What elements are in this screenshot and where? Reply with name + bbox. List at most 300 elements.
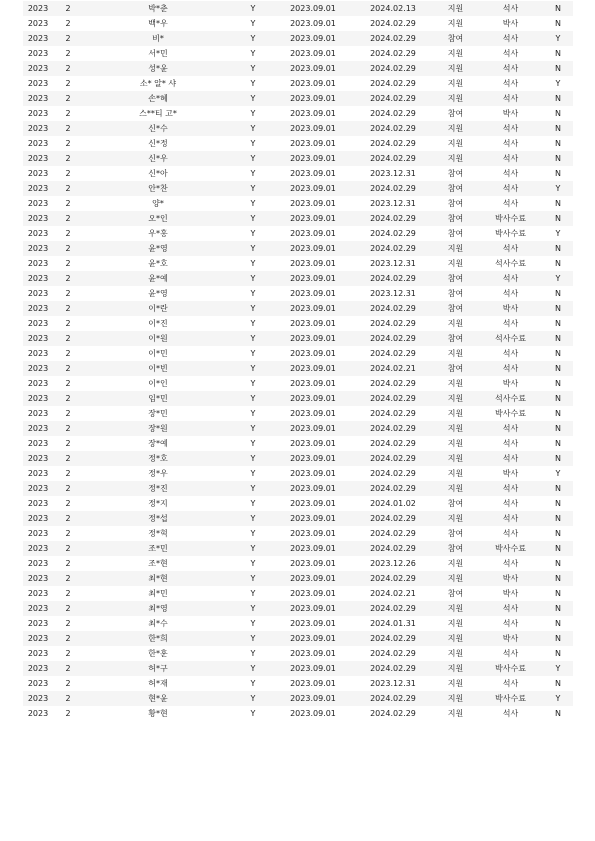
table-row	[23, 181, 573, 196]
start-date-cell: 2023.09.01	[273, 166, 353, 181]
flag-cell: Y	[233, 391, 273, 406]
term-cell: 2	[53, 406, 83, 421]
term-cell: 2	[53, 256, 83, 271]
type-cell: 지원	[433, 571, 478, 586]
flag-cell: Y	[233, 196, 273, 211]
table-row	[23, 256, 573, 271]
year-cell: 2023	[23, 616, 53, 631]
table-row	[23, 661, 573, 676]
type-cell: 지원	[433, 421, 478, 436]
start-date-cell: 2023.09.01	[273, 31, 353, 46]
flag-cell: Y	[233, 286, 273, 301]
term-cell: 2	[53, 511, 83, 526]
yn-cell: N	[543, 481, 573, 496]
year-cell: 2023	[23, 256, 53, 271]
table-row	[23, 241, 573, 256]
table-row	[23, 16, 573, 31]
yn-cell: N	[543, 361, 573, 376]
type-cell: 지원	[433, 346, 478, 361]
flag-cell: Y	[233, 166, 273, 181]
type-cell: 참여	[433, 496, 478, 511]
degree-cell: 석사	[478, 316, 543, 331]
type-cell: 지원	[433, 316, 478, 331]
term-cell: 2	[53, 646, 83, 661]
year-cell: 2023	[23, 436, 53, 451]
name-cell: 양*	[83, 196, 233, 211]
yn-cell: N	[543, 241, 573, 256]
table-row	[23, 331, 573, 346]
degree-cell: 석사	[478, 166, 543, 181]
year-cell: 2023	[23, 46, 53, 61]
term-cell: 2	[53, 631, 83, 646]
table-row	[23, 106, 573, 121]
term-cell: 2	[53, 346, 83, 361]
term-cell: 2	[53, 436, 83, 451]
degree-cell: 박사	[478, 301, 543, 316]
term-cell: 2	[53, 181, 83, 196]
year-cell: 2023	[23, 166, 53, 181]
name-cell: 비*	[83, 31, 233, 46]
table-row	[23, 466, 573, 481]
type-cell: 참여	[433, 196, 478, 211]
degree-cell: 석사	[478, 1, 543, 16]
table-row	[23, 556, 573, 571]
degree-cell: 박사수료	[478, 541, 543, 556]
start-date-cell: 2023.09.01	[273, 481, 353, 496]
term-cell: 2	[53, 496, 83, 511]
type-cell: 참여	[433, 541, 478, 556]
start-date-cell: 2023.09.01	[273, 76, 353, 91]
start-date-cell: 2023.09.01	[273, 706, 353, 721]
degree-cell: 석사	[478, 196, 543, 211]
flag-cell: Y	[233, 691, 273, 706]
table-row	[23, 511, 573, 526]
name-cell: 이*인	[83, 376, 233, 391]
term-cell: 2	[53, 151, 83, 166]
year-cell: 2023	[23, 556, 53, 571]
end-date-cell: 2024.02.29	[353, 376, 433, 391]
degree-cell: 석사	[478, 451, 543, 466]
flag-cell: Y	[233, 16, 273, 31]
start-date-cell: 2023.09.01	[273, 331, 353, 346]
yn-cell: N	[543, 256, 573, 271]
start-date-cell: 2023.09.01	[273, 61, 353, 76]
type-cell: 지원	[433, 466, 478, 481]
name-cell: 이*빈	[83, 361, 233, 376]
yn-cell: N	[543, 421, 573, 436]
degree-cell: 석사	[478, 286, 543, 301]
yn-cell: N	[543, 166, 573, 181]
type-cell: 지원	[433, 61, 478, 76]
term-cell: 2	[53, 226, 83, 241]
start-date-cell: 2023.09.01	[273, 316, 353, 331]
yn-cell: N	[543, 46, 573, 61]
type-cell: 지원	[433, 616, 478, 631]
term-cell: 2	[53, 166, 83, 181]
flag-cell: Y	[233, 571, 273, 586]
end-date-cell: 2024.02.21	[353, 361, 433, 376]
yn-cell: N	[543, 1, 573, 16]
start-date-cell: 2023.09.01	[273, 466, 353, 481]
degree-cell: 석사수료	[478, 391, 543, 406]
year-cell: 2023	[23, 16, 53, 31]
yn-cell: N	[543, 496, 573, 511]
flag-cell: Y	[233, 46, 273, 61]
name-cell: 신*수	[83, 121, 233, 136]
flag-cell: Y	[233, 256, 273, 271]
start-date-cell: 2023.09.01	[273, 676, 353, 691]
degree-cell: 박사수료	[478, 226, 543, 241]
yn-cell: N	[543, 601, 573, 616]
year-cell: 2023	[23, 421, 53, 436]
flag-cell: Y	[233, 676, 273, 691]
degree-cell: 석사	[478, 241, 543, 256]
degree-cell: 석사	[478, 496, 543, 511]
yn-cell: N	[543, 286, 573, 301]
flag-cell: Y	[233, 136, 273, 151]
end-date-cell: 2024.02.29	[353, 631, 433, 646]
start-date-cell: 2023.09.01	[273, 226, 353, 241]
type-cell: 참여	[433, 31, 478, 46]
table-row	[23, 271, 573, 286]
type-cell: 참여	[433, 226, 478, 241]
start-date-cell: 2023.09.01	[273, 196, 353, 211]
end-date-cell: 2024.02.29	[353, 481, 433, 496]
end-date-cell: 2024.02.29	[353, 541, 433, 556]
term-cell: 2	[53, 16, 83, 31]
yn-cell: Y	[543, 691, 573, 706]
name-cell: 최*영	[83, 601, 233, 616]
term-cell: 2	[53, 361, 83, 376]
name-cell: 윤*영	[83, 241, 233, 256]
flag-cell: Y	[233, 301, 273, 316]
end-date-cell: 2024.02.29	[353, 451, 433, 466]
year-cell: 2023	[23, 76, 53, 91]
start-date-cell: 2023.09.01	[273, 406, 353, 421]
name-cell: 서*민	[83, 46, 233, 61]
degree-cell: 박사	[478, 376, 543, 391]
table-row	[23, 421, 573, 436]
yn-cell: N	[543, 316, 573, 331]
yn-cell: N	[543, 211, 573, 226]
year-cell: 2023	[23, 601, 53, 616]
end-date-cell: 2024.02.29	[353, 61, 433, 76]
type-cell: 지원	[433, 46, 478, 61]
end-date-cell: 2024.02.29	[353, 241, 433, 256]
start-date-cell: 2023.09.01	[273, 106, 353, 121]
start-date-cell: 2023.09.01	[273, 361, 353, 376]
year-cell: 2023	[23, 361, 53, 376]
name-cell: 박*춘	[83, 1, 233, 16]
term-cell: 2	[53, 586, 83, 601]
yn-cell: Y	[543, 31, 573, 46]
flag-cell: Y	[233, 466, 273, 481]
yn-cell: N	[543, 391, 573, 406]
yn-cell: Y	[543, 181, 573, 196]
degree-cell: 석사	[478, 271, 543, 286]
degree-cell: 석사	[478, 481, 543, 496]
name-cell: 최*수	[83, 616, 233, 631]
term-cell: 2	[53, 376, 83, 391]
name-cell: 이*란	[83, 301, 233, 316]
year-cell: 2023	[23, 31, 53, 46]
yn-cell: Y	[543, 226, 573, 241]
yn-cell: N	[543, 436, 573, 451]
degree-cell: 석사	[478, 76, 543, 91]
start-date-cell: 2023.09.01	[273, 46, 353, 61]
type-cell: 참여	[433, 211, 478, 226]
table-row	[23, 316, 573, 331]
end-date-cell: 2023.12.31	[353, 196, 433, 211]
term-cell: 2	[53, 271, 83, 286]
year-cell: 2023	[23, 1, 53, 16]
table-row	[23, 451, 573, 466]
table-row	[23, 676, 573, 691]
flag-cell: Y	[233, 706, 273, 721]
year-cell: 2023	[23, 376, 53, 391]
year-cell: 2023	[23, 91, 53, 106]
start-date-cell: 2023.09.01	[273, 631, 353, 646]
year-cell: 2023	[23, 481, 53, 496]
term-cell: 2	[53, 31, 83, 46]
yn-cell: N	[543, 61, 573, 76]
type-cell: 참여	[433, 181, 478, 196]
year-cell: 2023	[23, 331, 53, 346]
year-cell: 2023	[23, 61, 53, 76]
start-date-cell: 2023.09.01	[273, 646, 353, 661]
start-date-cell: 2023.09.01	[273, 16, 353, 31]
end-date-cell: 2024.02.29	[353, 511, 433, 526]
degree-cell: 석사수료	[478, 331, 543, 346]
yn-cell: N	[543, 151, 573, 166]
term-cell: 2	[53, 136, 83, 151]
term-cell: 2	[53, 196, 83, 211]
type-cell: 지원	[433, 436, 478, 451]
name-cell: 오*인	[83, 211, 233, 226]
table-row	[23, 121, 573, 136]
end-date-cell: 2024.02.29	[353, 661, 433, 676]
degree-cell: 석사	[478, 526, 543, 541]
table-row	[23, 91, 573, 106]
degree-cell: 석사	[478, 511, 543, 526]
end-date-cell: 2024.01.02	[353, 496, 433, 511]
type-cell: 지원	[433, 76, 478, 91]
start-date-cell: 2023.09.01	[273, 526, 353, 541]
flag-cell: Y	[233, 661, 273, 676]
end-date-cell: 2023.12.31	[353, 286, 433, 301]
start-date-cell: 2023.09.01	[273, 556, 353, 571]
start-date-cell: 2023.09.01	[273, 241, 353, 256]
term-cell: 2	[53, 556, 83, 571]
flag-cell: Y	[233, 91, 273, 106]
start-date-cell: 2023.09.01	[273, 496, 353, 511]
yn-cell: N	[543, 526, 573, 541]
table-row	[23, 481, 573, 496]
yn-cell: Y	[543, 271, 573, 286]
flag-cell: Y	[233, 151, 273, 166]
end-date-cell: 2024.02.29	[353, 136, 433, 151]
table-row	[23, 211, 573, 226]
degree-cell: 석사	[478, 706, 543, 721]
name-cell: 황*현	[83, 706, 233, 721]
term-cell: 2	[53, 61, 83, 76]
table-row	[23, 601, 573, 616]
term-cell: 2	[53, 91, 83, 106]
table-row	[23, 46, 573, 61]
type-cell: 지원	[433, 661, 478, 676]
term-cell: 2	[53, 286, 83, 301]
flag-cell: Y	[233, 121, 273, 136]
name-cell: 정*우	[83, 466, 233, 481]
name-cell: 정*지	[83, 496, 233, 511]
end-date-cell: 2024.02.29	[353, 436, 433, 451]
table-row	[23, 376, 573, 391]
name-cell: 이*원	[83, 331, 233, 346]
name-cell: 손*혜	[83, 91, 233, 106]
yn-cell: N	[543, 556, 573, 571]
yn-cell: Y	[543, 76, 573, 91]
name-cell: 최*현	[83, 571, 233, 586]
type-cell: 지원	[433, 556, 478, 571]
start-date-cell: 2023.09.01	[273, 121, 353, 136]
start-date-cell: 2023.09.01	[273, 211, 353, 226]
term-cell: 2	[53, 211, 83, 226]
end-date-cell: 2024.02.29	[353, 211, 433, 226]
term-cell: 2	[53, 316, 83, 331]
end-date-cell: 2024.02.29	[353, 466, 433, 481]
table-row	[23, 76, 573, 91]
type-cell: 지원	[433, 91, 478, 106]
flag-cell: Y	[233, 106, 273, 121]
term-cell: 2	[53, 661, 83, 676]
year-cell: 2023	[23, 526, 53, 541]
degree-cell: 석사	[478, 151, 543, 166]
table-row	[23, 151, 573, 166]
type-cell: 지원	[433, 16, 478, 31]
flag-cell: Y	[233, 526, 273, 541]
year-cell: 2023	[23, 691, 53, 706]
type-cell: 지원	[433, 376, 478, 391]
table-row	[23, 346, 573, 361]
flag-cell: Y	[233, 481, 273, 496]
flag-cell: Y	[233, 331, 273, 346]
term-cell: 2	[53, 421, 83, 436]
year-cell: 2023	[23, 541, 53, 556]
yn-cell: N	[543, 586, 573, 601]
end-date-cell: 2024.02.29	[353, 271, 433, 286]
flag-cell: Y	[233, 316, 273, 331]
term-cell: 2	[53, 1, 83, 16]
start-date-cell: 2023.09.01	[273, 346, 353, 361]
type-cell: 참여	[433, 166, 478, 181]
yn-cell: Y	[543, 661, 573, 676]
yn-cell: N	[543, 616, 573, 631]
start-date-cell: 2023.09.01	[273, 691, 353, 706]
term-cell: 2	[53, 46, 83, 61]
start-date-cell: 2023.09.01	[273, 136, 353, 151]
yn-cell: N	[543, 346, 573, 361]
type-cell: 지원	[433, 481, 478, 496]
term-cell: 2	[53, 571, 83, 586]
end-date-cell: 2024.02.29	[353, 76, 433, 91]
name-cell: 이*민	[83, 346, 233, 361]
start-date-cell: 2023.09.01	[273, 616, 353, 631]
degree-cell: 박사	[478, 16, 543, 31]
term-cell: 2	[53, 241, 83, 256]
flag-cell: Y	[233, 646, 273, 661]
year-cell: 2023	[23, 406, 53, 421]
name-cell: 현*윤	[83, 691, 233, 706]
type-cell: 참여	[433, 586, 478, 601]
end-date-cell: 2024.02.29	[353, 571, 433, 586]
flag-cell: Y	[233, 1, 273, 16]
start-date-cell: 2023.09.01	[273, 511, 353, 526]
year-cell: 2023	[23, 136, 53, 151]
yn-cell: N	[543, 451, 573, 466]
table-row	[23, 196, 573, 211]
term-cell: 2	[53, 676, 83, 691]
flag-cell: Y	[233, 226, 273, 241]
yn-cell: N	[543, 16, 573, 31]
table-row	[23, 166, 573, 181]
degree-cell: 석사	[478, 361, 543, 376]
table-row	[23, 361, 573, 376]
end-date-cell: 2024.02.29	[353, 226, 433, 241]
table-row	[23, 1, 573, 16]
table-row	[23, 496, 573, 511]
year-cell: 2023	[23, 661, 53, 676]
degree-cell: 석사	[478, 136, 543, 151]
flag-cell: Y	[233, 631, 273, 646]
year-cell: 2023	[23, 286, 53, 301]
name-cell: 조*현	[83, 556, 233, 571]
year-cell: 2023	[23, 496, 53, 511]
name-cell: 장*민	[83, 406, 233, 421]
start-date-cell: 2023.09.01	[273, 91, 353, 106]
type-cell: 지원	[433, 151, 478, 166]
flag-cell: Y	[233, 181, 273, 196]
degree-cell: 박사	[478, 586, 543, 601]
name-cell: 장*예	[83, 436, 233, 451]
table-row	[23, 646, 573, 661]
year-cell: 2023	[23, 466, 53, 481]
year-cell: 2023	[23, 391, 53, 406]
term-cell: 2	[53, 466, 83, 481]
flag-cell: Y	[233, 586, 273, 601]
year-cell: 2023	[23, 631, 53, 646]
year-cell: 2023	[23, 271, 53, 286]
type-cell: 지원	[433, 391, 478, 406]
name-cell: 윤*예	[83, 271, 233, 286]
end-date-cell: 2024.02.29	[353, 181, 433, 196]
flag-cell: Y	[233, 556, 273, 571]
term-cell: 2	[53, 76, 83, 91]
end-date-cell: 2024.02.29	[353, 301, 433, 316]
name-cell: 임*민	[83, 391, 233, 406]
year-cell: 2023	[23, 571, 53, 586]
flag-cell: Y	[233, 346, 273, 361]
degree-cell: 박사수료	[478, 691, 543, 706]
year-cell: 2023	[23, 211, 53, 226]
start-date-cell: 2023.09.01	[273, 181, 353, 196]
degree-cell: 석사	[478, 346, 543, 361]
degree-cell: 박사	[478, 631, 543, 646]
start-date-cell: 2023.09.01	[273, 286, 353, 301]
yn-cell: Y	[543, 466, 573, 481]
flag-cell: Y	[233, 421, 273, 436]
term-cell: 2	[53, 481, 83, 496]
year-cell: 2023	[23, 586, 53, 601]
